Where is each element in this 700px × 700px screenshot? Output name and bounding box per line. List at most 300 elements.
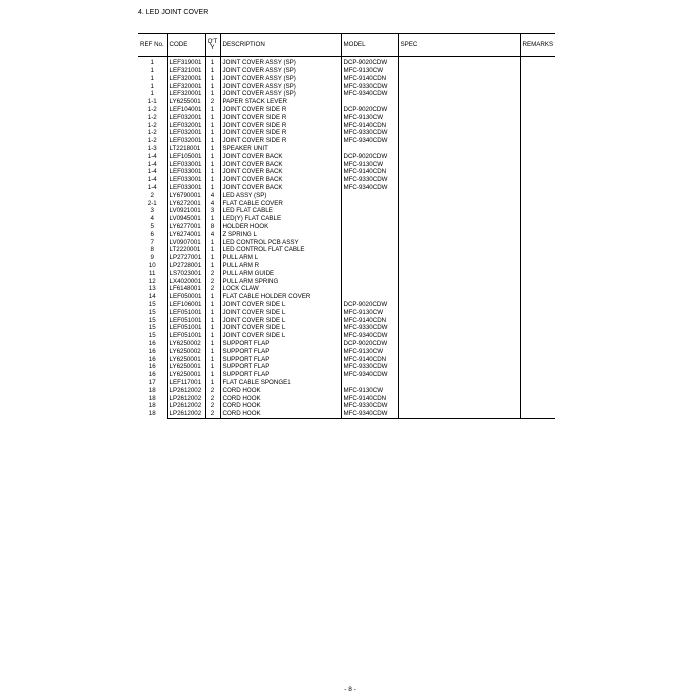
cell-description: JOINT COVER BACK xyxy=(220,184,341,192)
table-row xyxy=(138,309,555,317)
cell-qty: 1 xyxy=(205,379,220,387)
cell-ref-no: 1-4 xyxy=(138,184,167,192)
cell-ref-no: 14 xyxy=(138,293,167,301)
cell-code: LP2612002 xyxy=(167,394,205,402)
parts-table xyxy=(138,33,555,419)
header-code: CODE xyxy=(167,34,205,57)
header-spec: SPEC xyxy=(398,34,520,57)
cell-model xyxy=(341,277,398,285)
cell-qty: 1 xyxy=(205,75,220,83)
cell-remarks xyxy=(520,285,555,293)
table-row xyxy=(138,114,555,122)
cell-spec xyxy=(398,386,520,394)
cell-spec xyxy=(398,316,520,324)
cell-code: LS7023001 xyxy=(167,270,205,278)
cell-remarks xyxy=(520,340,555,348)
cell-model: MFC-9130CW xyxy=(341,309,398,317)
cell-remarks xyxy=(520,75,555,83)
table-row xyxy=(138,90,555,98)
cell-spec xyxy=(398,402,520,410)
cell-spec xyxy=(398,277,520,285)
cell-ref-no: 1 xyxy=(138,67,167,75)
cell-ref-no: 15 xyxy=(138,324,167,332)
cell-ref-no: 18 xyxy=(138,402,167,410)
cell-description: SUPPORT FLAP xyxy=(220,347,341,355)
cell-ref-no: 1-4 xyxy=(138,153,167,161)
cell-model: MFC-9330CDW xyxy=(341,82,398,90)
cell-spec xyxy=(398,410,520,418)
cell-model: MFC-9130CW xyxy=(341,347,398,355)
cell-model: MFC-9140CDN xyxy=(341,316,398,324)
cell-description: PULL ARM R xyxy=(220,262,341,270)
cell-model: MFC-9330CDW xyxy=(341,363,398,371)
cell-code: LP2728001 xyxy=(167,262,205,270)
table-row xyxy=(138,363,555,371)
cell-spec xyxy=(398,238,520,246)
cell-ref-no: 1-2 xyxy=(138,129,167,137)
page-number: - 8 - xyxy=(344,686,356,693)
cell-description: LED ASSY (SP) xyxy=(220,192,341,200)
cell-ref-no: 16 xyxy=(138,355,167,363)
table-row xyxy=(138,293,555,301)
table-row xyxy=(138,176,555,184)
cell-remarks xyxy=(520,301,555,309)
cell-description: PULL ARM GUIDE xyxy=(220,270,341,278)
cell-description: FLAT CABLE SPONGE1 xyxy=(220,379,341,387)
cell-remarks xyxy=(520,363,555,371)
cell-qty: 1 xyxy=(205,246,220,254)
cell-description: SUPPORT FLAP xyxy=(220,371,341,379)
cell-remarks xyxy=(520,215,555,223)
cell-ref-no: 1 xyxy=(138,75,167,83)
cell-model: MFC-9140CDN xyxy=(341,394,398,402)
table-row xyxy=(138,262,555,270)
cell-remarks xyxy=(520,153,555,161)
cell-description: JOINT COVER BACK xyxy=(220,153,341,161)
table-row xyxy=(138,199,555,207)
cell-remarks xyxy=(520,114,555,122)
table-row xyxy=(138,231,555,239)
cell-model xyxy=(341,379,398,387)
cell-remarks xyxy=(520,176,555,184)
cell-ref-no: 10 xyxy=(138,262,167,270)
cell-code: LEF117001 xyxy=(167,379,205,387)
cell-qty: 4 xyxy=(205,199,220,207)
cell-code: LP2727001 xyxy=(167,254,205,262)
cell-qty: 1 xyxy=(205,355,220,363)
cell-spec xyxy=(398,90,520,98)
table-row xyxy=(138,301,555,309)
cell-qty: 2 xyxy=(205,285,220,293)
cell-qty: 1 xyxy=(205,160,220,168)
cell-ref-no: 18 xyxy=(138,410,167,418)
table-row xyxy=(138,129,555,137)
header-ref-no: REF No. xyxy=(138,34,167,57)
cell-description: JOINT COVER ASSY (SP) xyxy=(220,75,341,83)
cell-qty: 2 xyxy=(205,394,220,402)
table-row xyxy=(138,347,555,355)
cell-spec xyxy=(398,98,520,106)
cell-ref-no: 15 xyxy=(138,301,167,309)
table-row xyxy=(138,67,555,75)
cell-code: LP2612002 xyxy=(167,402,205,410)
cell-description: PULL ARM SPRING xyxy=(220,277,341,285)
table-row xyxy=(138,371,555,379)
cell-description: LED FLAT CABLE xyxy=(220,207,341,215)
cell-model: MFC-9330CDW xyxy=(341,402,398,410)
cell-code: LEF033001 xyxy=(167,176,205,184)
cell-code: LP2612002 xyxy=(167,410,205,418)
table-row xyxy=(138,285,555,293)
cell-qty: 1 xyxy=(205,168,220,176)
cell-code: LX4020001 xyxy=(167,277,205,285)
cell-code: LEF320001 xyxy=(167,90,205,98)
cell-description: JOINT COVER SIDE L xyxy=(220,301,341,309)
cell-spec xyxy=(398,223,520,231)
cell-ref-no: 18 xyxy=(138,394,167,402)
cell-code: LEF051001 xyxy=(167,316,205,324)
cell-spec xyxy=(398,363,520,371)
cell-spec xyxy=(398,199,520,207)
cell-spec xyxy=(398,137,520,145)
table-row xyxy=(138,106,555,114)
cell-model xyxy=(341,192,398,200)
cell-ref-no: 16 xyxy=(138,371,167,379)
cell-remarks xyxy=(520,293,555,301)
cell-remarks xyxy=(520,207,555,215)
cell-qty: 1 xyxy=(205,215,220,223)
cell-code: LEF032001 xyxy=(167,114,205,122)
cell-qty: 1 xyxy=(205,82,220,90)
cell-ref-no: 16 xyxy=(138,340,167,348)
cell-qty: 1 xyxy=(205,301,220,309)
cell-spec xyxy=(398,379,520,387)
cell-model xyxy=(341,293,398,301)
cell-model xyxy=(341,246,398,254)
cell-remarks xyxy=(520,160,555,168)
cell-spec xyxy=(398,184,520,192)
cell-model: MFC-9130CW xyxy=(341,160,398,168)
cell-remarks xyxy=(520,145,555,153)
cell-spec xyxy=(398,231,520,239)
cell-remarks xyxy=(520,82,555,90)
cell-model xyxy=(341,199,398,207)
cell-code: LEF104001 xyxy=(167,106,205,114)
cell-code: LY6277001 xyxy=(167,223,205,231)
table-row xyxy=(138,238,555,246)
cell-spec xyxy=(398,262,520,270)
cell-remarks xyxy=(520,199,555,207)
cell-model: MFC-9140CDN xyxy=(341,355,398,363)
cell-spec xyxy=(398,145,520,153)
cell-code: LY6250001 xyxy=(167,371,205,379)
cell-qty: 1 xyxy=(205,262,220,270)
cell-description: SUPPORT FLAP xyxy=(220,340,341,348)
cell-spec xyxy=(398,340,520,348)
cell-ref-no: 1-3 xyxy=(138,145,167,153)
cell-code: LEF319001 xyxy=(167,59,205,67)
cell-code: LF6148001 xyxy=(167,285,205,293)
cell-remarks xyxy=(520,184,555,192)
cell-ref-no: 15 xyxy=(138,316,167,324)
cell-qty: 1 xyxy=(205,316,220,324)
cell-description: JOINT COVER SIDE L xyxy=(220,316,341,324)
cell-description: CORD HOOK xyxy=(220,386,341,394)
cell-ref-no: 11 xyxy=(138,270,167,278)
cell-qty: 1 xyxy=(205,324,220,332)
cell-ref-no: 1-4 xyxy=(138,176,167,184)
cell-remarks xyxy=(520,106,555,114)
cell-description: JOINT COVER SIDE L xyxy=(220,309,341,317)
cell-ref-no: 12 xyxy=(138,277,167,285)
cell-spec xyxy=(398,153,520,161)
cell-model: MFC-9130CW xyxy=(341,114,398,122)
table-row xyxy=(138,184,555,192)
cell-remarks xyxy=(520,347,555,355)
cell-remarks xyxy=(520,137,555,145)
cell-remarks xyxy=(520,270,555,278)
cell-model: MFC-9140CDN xyxy=(341,168,398,176)
cell-code: LV0945001 xyxy=(167,215,205,223)
table-row xyxy=(138,379,555,387)
cell-description: JOINT COVER SIDE R xyxy=(220,121,341,129)
cell-qty: 1 xyxy=(205,309,220,317)
cell-qty: 1 xyxy=(205,67,220,75)
cell-description: JOINT COVER SIDE R xyxy=(220,129,341,137)
cell-remarks xyxy=(520,238,555,246)
cell-qty: 8 xyxy=(205,223,220,231)
cell-spec xyxy=(398,192,520,200)
cell-qty: 3 xyxy=(205,207,220,215)
cell-qty: 1 xyxy=(205,59,220,67)
table-row xyxy=(138,121,555,129)
cell-qty: 2 xyxy=(205,98,220,106)
table-row xyxy=(138,59,555,67)
cell-remarks xyxy=(520,386,555,394)
cell-remarks xyxy=(520,402,555,410)
cell-remarks xyxy=(520,355,555,363)
cell-spec xyxy=(398,293,520,301)
cell-model: MFC-9330CDW xyxy=(341,324,398,332)
cell-description: JOINT COVER ASSY (SP) xyxy=(220,59,341,67)
table-row xyxy=(138,254,555,262)
cell-code: LY6250002 xyxy=(167,340,205,348)
cell-qty: 1 xyxy=(205,137,220,145)
cell-code: LY6274001 xyxy=(167,231,205,239)
cell-qty: 1 xyxy=(205,153,220,161)
header-remarks: REMARKS xyxy=(520,34,555,57)
cell-description: JOINT COVER BACK xyxy=(220,176,341,184)
table-row xyxy=(138,98,555,106)
cell-qty: 4 xyxy=(205,231,220,239)
cell-qty: 1 xyxy=(205,371,220,379)
cell-description: JOINT COVER BACK xyxy=(220,160,341,168)
cell-ref-no: 1-2 xyxy=(138,114,167,122)
cell-remarks xyxy=(520,59,555,67)
cell-ref-no: 8 xyxy=(138,246,167,254)
cell-description: CORD HOOK xyxy=(220,410,341,418)
cell-code: LEF320001 xyxy=(167,82,205,90)
parts-table-body xyxy=(138,57,555,419)
cell-spec xyxy=(398,301,520,309)
cell-spec xyxy=(398,168,520,176)
cell-code: LY6255001 xyxy=(167,98,205,106)
header-model: MODEL xyxy=(341,34,398,57)
cell-spec xyxy=(398,106,520,114)
header-qty: Q'T Y xyxy=(205,34,220,57)
cell-model xyxy=(341,223,398,231)
cell-description: PAPER STACK LEVER xyxy=(220,98,341,106)
cell-spec xyxy=(398,75,520,83)
cell-remarks xyxy=(520,371,555,379)
cell-code: LEF321001 xyxy=(167,67,205,75)
cell-code: LEF051001 xyxy=(167,332,205,340)
cell-qty: 1 xyxy=(205,340,220,348)
cell-qty: 2 xyxy=(205,386,220,394)
table-row xyxy=(138,82,555,90)
table-row xyxy=(138,215,555,223)
cell-model: MFC-9340CDW xyxy=(341,184,398,192)
table-row xyxy=(138,394,555,402)
cell-code: LEF106001 xyxy=(167,301,205,309)
cell-ref-no: 1-1 xyxy=(138,98,167,106)
cell-spec xyxy=(398,121,520,129)
cell-spec xyxy=(398,254,520,262)
cell-model: MFC-9140CDN xyxy=(341,121,398,129)
table-row xyxy=(138,137,555,145)
header-description: DESCRIPTION xyxy=(220,34,341,57)
cell-spec xyxy=(398,347,520,355)
cell-spec xyxy=(398,129,520,137)
cell-model: MFC-9340CDW xyxy=(341,332,398,340)
cell-code: LT2218001 xyxy=(167,145,205,153)
table-row xyxy=(138,332,555,340)
cell-ref-no: 9 xyxy=(138,254,167,262)
cell-remarks xyxy=(520,223,555,231)
cell-model xyxy=(341,231,398,239)
cell-spec xyxy=(398,371,520,379)
cell-model xyxy=(341,262,398,270)
cell-ref-no: 1-4 xyxy=(138,160,167,168)
cell-ref-no: 3 xyxy=(138,207,167,215)
cell-ref-no: 17 xyxy=(138,379,167,387)
cell-remarks xyxy=(520,262,555,270)
cell-remarks xyxy=(520,316,555,324)
cell-qty: 1 xyxy=(205,184,220,192)
cell-code: LEF033001 xyxy=(167,168,205,176)
cell-spec xyxy=(398,332,520,340)
table-row xyxy=(138,386,555,394)
cell-code: LY6250001 xyxy=(167,363,205,371)
cell-model: MFC-9140CDN xyxy=(341,75,398,83)
cell-ref-no: 16 xyxy=(138,363,167,371)
cell-remarks xyxy=(520,192,555,200)
cell-code: LEF032001 xyxy=(167,129,205,137)
cell-description: LED CONTROL FLAT CABLE xyxy=(220,246,341,254)
cell-model: MFC-9340CDW xyxy=(341,371,398,379)
cell-spec xyxy=(398,246,520,254)
cell-ref-no: 2 xyxy=(138,192,167,200)
cell-model: MFC-9330CDW xyxy=(341,129,398,137)
cell-qty: 2 xyxy=(205,270,220,278)
cell-remarks xyxy=(520,410,555,418)
cell-description: SPEAKER UNIT xyxy=(220,145,341,153)
cell-remarks xyxy=(520,324,555,332)
table-row xyxy=(138,355,555,363)
cell-code: LY6250001 xyxy=(167,355,205,363)
table-row xyxy=(138,402,555,410)
cell-description: FLAT CABLE HOLDER COVER xyxy=(220,293,341,301)
cell-ref-no: 6 xyxy=(138,231,167,239)
cell-ref-no: 15 xyxy=(138,332,167,340)
cell-qty: 1 xyxy=(205,254,220,262)
cell-model xyxy=(341,270,398,278)
cell-code: LEF032001 xyxy=(167,121,205,129)
cell-code: LEF051001 xyxy=(167,324,205,332)
cell-remarks xyxy=(520,90,555,98)
cell-ref-no: 5 xyxy=(138,223,167,231)
cell-spec xyxy=(398,160,520,168)
cell-qty: 1 xyxy=(205,106,220,114)
cell-description: SUPPORT FLAP xyxy=(220,363,341,371)
cell-remarks xyxy=(520,254,555,262)
cell-qty: 1 xyxy=(205,121,220,129)
cell-description: JOINT COVER SIDE R xyxy=(220,106,341,114)
cell-qty: 1 xyxy=(205,145,220,153)
cell-model: MFC-9130CW xyxy=(341,386,398,394)
cell-model: DCP-9020CDW xyxy=(341,301,398,309)
cell-ref-no: 15 xyxy=(138,309,167,317)
cell-model: DCP-9020CDW xyxy=(341,340,398,348)
cell-ref-no: 4 xyxy=(138,215,167,223)
cell-qty: 1 xyxy=(205,176,220,184)
table-row xyxy=(138,207,555,215)
cell-remarks xyxy=(520,246,555,254)
cell-model: DCP-9020CDW xyxy=(341,59,398,67)
cell-code: LT2220001 xyxy=(167,246,205,254)
cell-spec xyxy=(398,309,520,317)
cell-ref-no: 1-2 xyxy=(138,121,167,129)
cell-remarks xyxy=(520,394,555,402)
cell-ref-no: 7 xyxy=(138,238,167,246)
cell-ref-no: 1 xyxy=(138,90,167,98)
cell-description: JOINT COVER SIDE R xyxy=(220,137,341,145)
cell-model xyxy=(341,285,398,293)
cell-description: FLAT CABLE COVER xyxy=(220,199,341,207)
cell-model: MFC-9330CDW xyxy=(341,176,398,184)
cell-code: LY6250002 xyxy=(167,347,205,355)
cell-spec xyxy=(398,324,520,332)
cell-spec xyxy=(398,59,520,67)
cell-ref-no: 1-2 xyxy=(138,137,167,145)
table-row xyxy=(138,277,555,285)
cell-description: CORD HOOK xyxy=(220,402,341,410)
cell-spec xyxy=(398,114,520,122)
cell-qty: 2 xyxy=(205,402,220,410)
cell-qty: 2 xyxy=(205,410,220,418)
cell-qty: 1 xyxy=(205,293,220,301)
cell-spec xyxy=(398,285,520,293)
cell-remarks xyxy=(520,309,555,317)
cell-ref-no: 1 xyxy=(138,82,167,90)
cell-description: JOINT COVER ASSY (SP) xyxy=(220,67,341,75)
table-row xyxy=(138,75,555,83)
cell-model xyxy=(341,207,398,215)
cell-description: CORD HOOK xyxy=(220,394,341,402)
cell-code: LEF320001 xyxy=(167,75,205,83)
cell-code: LEF033001 xyxy=(167,160,205,168)
cell-description: JOINT COVER SIDE L xyxy=(220,332,341,340)
